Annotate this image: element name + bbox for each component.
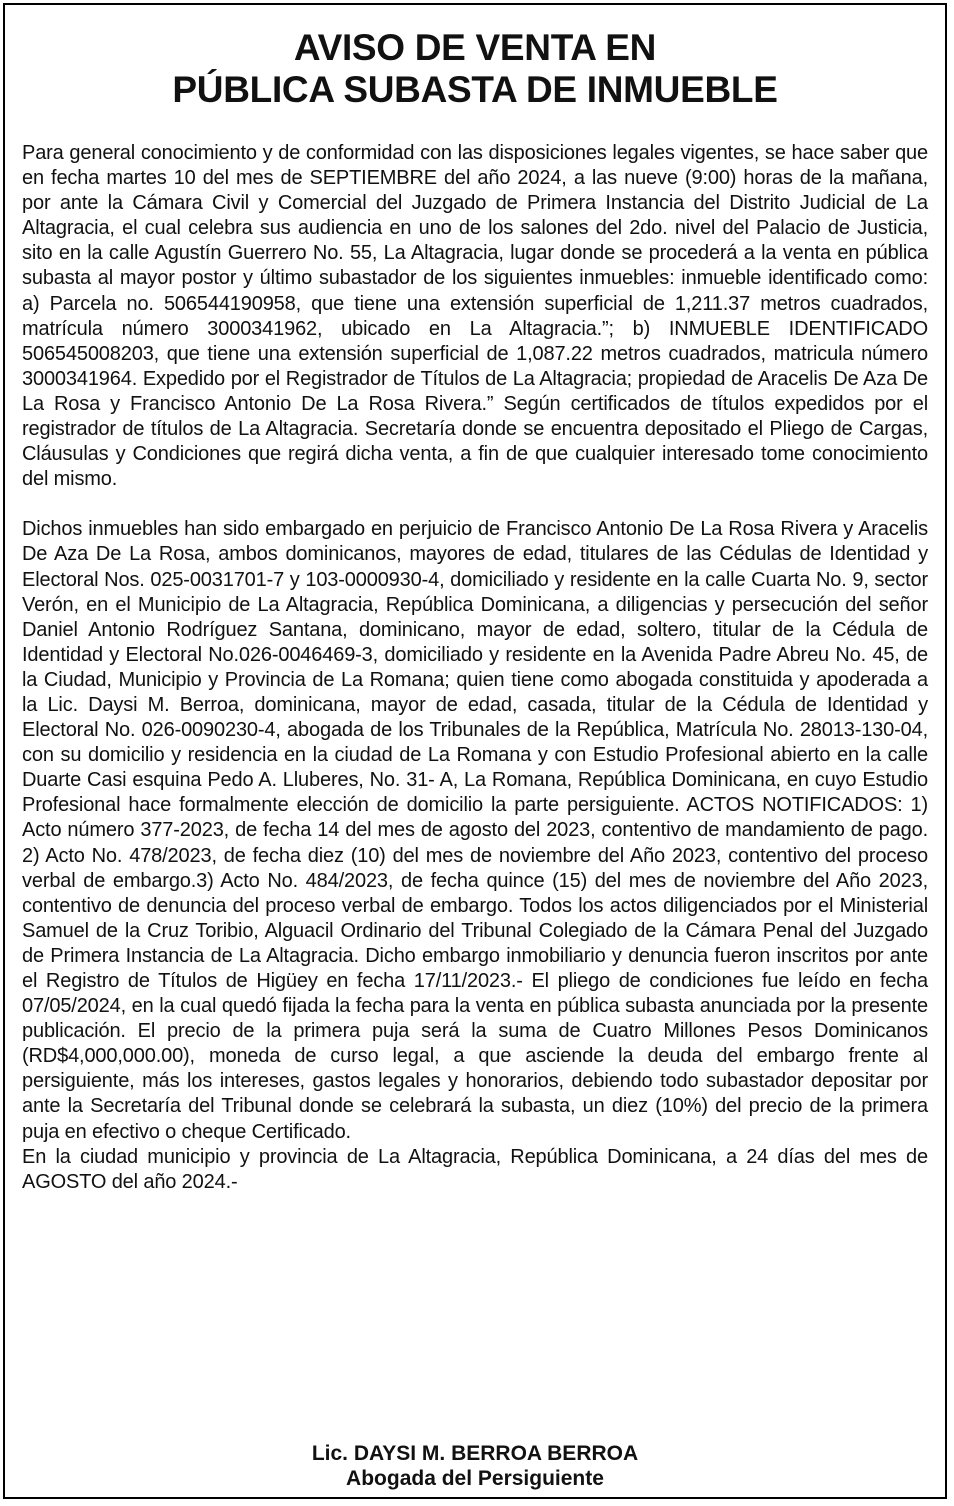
notice-title bbox=[5, 27, 945, 111]
paragraph-place-and-date: En la ciudad municipio y provincia de La Altagracia, República Dominicana, a 24 días del mes de AGOSTO del año 2024.- bbox=[22, 1145, 928, 1193]
paragraph-auction-announcement: Para general conocimiento y de conformidad con las disposiciones legales vigentes, se hace saber que en fecha martes 10 del mes de SEPTIEMBRE del año 2024, a las nueve (9:00) horas de la mañana, por ante la Cámara Civil y Comercial del Juzgado de Primera Instancia del Distrito Judicial de La Altagracia, el cual celebra sus audiencia en uno de los salones del 2do. nivel del Palacio de Justicia, sito en la calle Agustín Guerrero No. 55, La Altagracia, lugar donde se procederá a la venta en pública subasta al mayor postor y último subastador de los siguientes inmuebles: inmueble identificado como: a) Parcela no. 506544190958, que tiene una extensión superficial de 1,211.37 metros cuadrados, matrícula número 3000341962, ubicado en La Altagracia.”; b) INMUEBLE IDENTIFICADO 506545008203, que tiene una extensión superficial de 1,087.22 metros cuadrados, matricula número 3000341964. Expedido por el Registrador de Títulos de La Altagracia; propiedad de Aracelis De Aza De La Rosa y Francisco Antonio De La Rosa Rivera.” Según certificados de títulos expedidos por el registrador de títulos de La Altagracia. Secretaría donde se encuentra depositado el Pliego de Cargas, Cláusulas y Condiciones que regirá dicha venta, a fin de que cualquier interesado tome conocimiento del mismo. bbox=[22, 142, 928, 491]
signature-name: Lic. DAYSI M. BERROA BERROA bbox=[311, 1442, 639, 1465]
notice-title-line-1: AVISO DE VENTA EN bbox=[293, 27, 657, 68]
signature-role: Abogada del Persiguiente bbox=[346, 1467, 604, 1490]
notice-body bbox=[22, 141, 928, 1195]
notice-title-line-2: PÚBLICA SUBASTA DE INMUEBLE bbox=[172, 69, 778, 110]
signature-block bbox=[5, 1441, 945, 1491]
paragraph-seizure-details: Dichos inmuebles han sido embargado en perjuicio de Francisco Antonio De La Rosa Rivera y Aracelis De Aza De La Rosa, ambos dominicanos, mayores de edad, titulares de las Cédulas de Identidad y Electoral Nos. 025-0031701-7 y 103-0000930-4, domiciliado y residente en la calle Cuarta No. 9, sector Verón, en el Municipio de La Altagracia, República Dominicana, a diligencias y persecución del señor Daniel Antonio Rodríguez Santana, dominicano, mayor de edad, soltero, titular de la Cédula de Identidad y Electoral No.026-0046469-3, domiciliado y residente en la Avenida Padre Abreu No. 45, de la Ciudad, Municipio y Provincia de La Romana; quien tiene como abogada constituida y apoderada a la Lic. Daysi M. Berroa, dominicana, mayor de edad, casada, titular de la Cédula de Identidad y Electoral No. 026-0090230-4, abogada de los Tribunales de la República, Matrícula No. 28013-130-04, con su domicilio y residencia en la ciudad de La Romana y con Estudio Profesional abierto en la calle Duarte Casi esquina Pedo A. Lluberes, No. 31- A, La Romana, República Dominicana, en cuyo Estudio Profesional hace formalmente elección de domicilio la parte persiguiente. ACTOS NOTIFICADOS: 1) Acto número 377-2023, de fecha 14 del mes de agosto del 2023, contentivo de mandamiento de pago. 2) Acto No. 478/2023, de fecha diez (10) del mes de noviembre del Año 2023, contentivo del proceso verbal de embargo.3) Acto No. 484/2023, de fecha quince (15) del mes de noviembre del Año 2023, contentivo de denuncia del proceso verbal de embargo. Todos los actos diligenciados por el Ministerial Samuel de la Cruz Toribio, Alguacil Ordinario del Tribunal Colegiado de la Cámara Penal del Juzgado de Primera Instancia de La Altagracia. Dicho embargo inmobiliario y denuncia fueron inscritos por ante el Registro de Títulos de Higüey en fecha 17/11/2023.- El pliego de condiciones fue leído en fecha 07/05/2024, en la cual quedó fijada la fecha para la venta en pública subasta anunciada por la presente publicación. El precio de la primera puja será la suma de Cuatro Millones Pesos Dominicanos (RD$4,000,000.00), moneda de curso legal, a que asciende la deuda del embargo frente al persiguiente, más los intereses, gastos legales y honorarios, debiendo todo subastador depositar por ante la Secretaría del Tribunal donde se celebrará la subasta, un diez (10%) del precio de la primera puja en efectivo o cheque Certificado. bbox=[22, 518, 928, 1143]
legal-notice bbox=[3, 3, 947, 1499]
